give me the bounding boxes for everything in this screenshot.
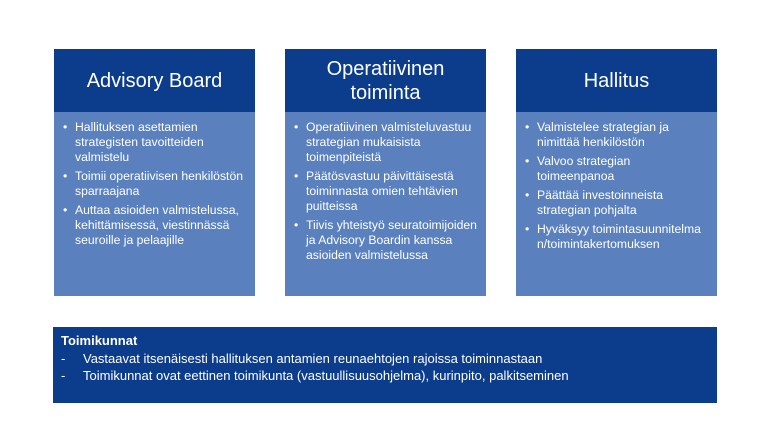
operatiivinen-toiminta-list [293,120,478,263]
list-item: • Operatiivinen valmisteluvastuu strategian mukaisista toimenpiteistä [293,120,478,165]
list-item: • Valmistelee strategian ja nimittää henkilöstön [524,120,709,150]
list-item: • Tiivis yhteistyö seuratoimijoiden ja Advisory Boardin kanssa asioiden valmistelussa [293,218,478,263]
hallitus-column [516,49,717,296]
toimikunnat-list [61,350,709,384]
list-item: • Päätösvastuu päivittäisestä toiminnasta omien tehtävien puitteissa [293,169,478,214]
advisory-board-title: Advisory Board [86,69,223,92]
hallitus-header [516,49,717,112]
operatiivinen-toiminta-body [285,112,486,296]
list-item: • Auttaa asioiden valmistelussa, kehittämisessä, viestinnässä seuroille ja pelaajille [62,203,247,248]
hallitus-body [516,112,717,296]
list-item: - Toimikunnat ovat eettinen toimikunta (vastuullisuusohjelma), kurinpito, palkitseminen [61,367,709,384]
operatiivinen-toiminta-header [285,49,486,112]
toimikunnat-title: Toimikunnat [61,333,138,348]
advisory-board-column [54,49,255,296]
list-item: - Vastaavat itsenäisesti hallituksen antamien reunaehtojen rajoissa toiminnastaan [61,350,709,367]
list-item: • Hallituksen asettamien strategisten tavoitteiden valmistelu [62,120,247,165]
hallitus-list [524,120,709,252]
list-item: • Toimii operatiivisen henkilöstön sparraajana [62,169,247,199]
advisory-board-header [54,49,255,112]
operatiivinen-toiminta-column [285,49,486,296]
operatiivinen-toiminta-title: Operatiivinen toiminta [326,57,445,104]
toimikunnat-box [53,327,717,403]
list-item: • Päättää investoinneista strategian pohjalta [524,188,709,218]
advisory-board-list [62,120,247,248]
list-item: • Valvoo strategian toimeenpanoa [524,154,709,184]
advisory-board-body [54,112,255,296]
list-item: • Hyväksyy toimintasuunnitelman/toimintakertomuksen [524,222,709,252]
hallitus-title: Hallitus [583,69,650,92]
